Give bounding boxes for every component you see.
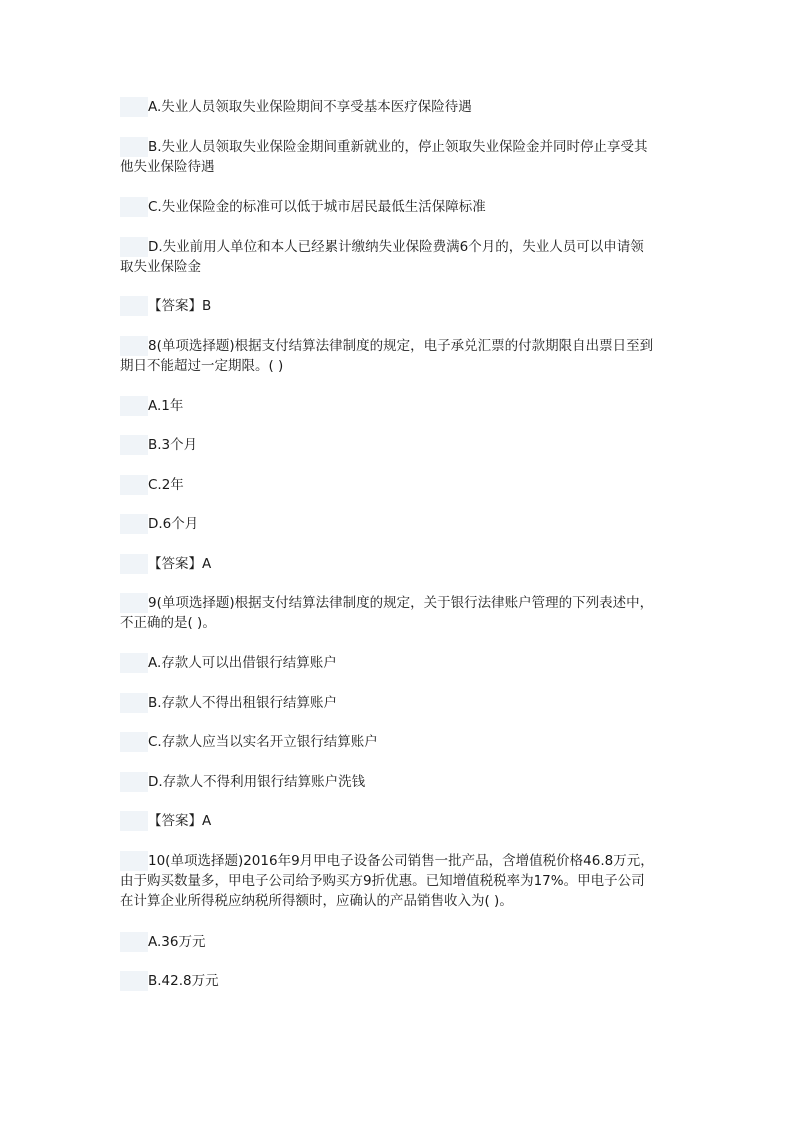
q8-answer [120, 554, 680, 574]
q8-stem-line2: 期日不能超过一定期限。( ) [120, 358, 284, 374]
q10-stem-line1: 10(单项选择题)2016年9月甲电子设备公司销售一批产品，含增值税价格46.8万元， [148, 853, 654, 869]
q10-stem-line3: 在计算企业所得税应纳税所得额时，应确认的产品销售收入为( )。 [120, 893, 513, 909]
indent [120, 137, 148, 157]
q9-option-c-text: C.存款人应当以实名开立银行结算账户 [148, 734, 378, 750]
indent [120, 772, 148, 792]
q7-answer-text: 【答案】B [148, 298, 212, 314]
q9-stem [120, 593, 680, 613]
q7-option-d-text-line1: D.失业前用人单位和本人已经累计缴纳失业保险费满6个月的，失业人员可以申请领 [148, 239, 644, 255]
indent [120, 396, 148, 416]
q8-option-c [120, 475, 680, 495]
indent [120, 435, 148, 455]
q8-option-d-text: D.6个月 [148, 516, 199, 532]
q7-option-a-text: A.失业人员领取失业保险期间不享受基本医疗保险待遇 [148, 99, 472, 115]
indent [120, 197, 148, 217]
q8-answer-text: 【答案】A [148, 556, 212, 572]
indent [120, 296, 148, 316]
indent [120, 554, 148, 574]
q8-option-b [120, 435, 680, 455]
q7-answer [120, 296, 680, 316]
indent [120, 851, 148, 871]
q7-option-b-text-line2: 他失业保险待遇 [120, 159, 215, 175]
q9-stem-line2: 不正确的是( )。 [120, 615, 216, 631]
q8-stem-cont [120, 356, 680, 376]
q10-option-a [120, 932, 680, 952]
indent [120, 732, 148, 752]
q10-stem-line2: 由于购买数量多，甲电子公司给予购买方9折优惠。已知增值税税率为17%。甲电子公司 [120, 873, 645, 889]
q9-option-d [120, 772, 680, 792]
indent [120, 336, 148, 356]
q7-option-d-text-line2: 取失业保险金 [120, 259, 201, 275]
q7-option-d [120, 237, 680, 257]
q9-stem-line1: 9(单项选择题)根据支付结算法律制度的规定，关于银行法律账户管理的下列表述中， [148, 595, 654, 611]
indent [120, 653, 148, 673]
indent [120, 97, 148, 117]
q9-answer [120, 811, 680, 831]
q7-option-b-text-line1: B.失业人员领取失业保险金期间重新就业的，停止领取失业保险金并同时停止享受其 [148, 139, 648, 155]
q9-option-b-text: B.存款人不得出租银行结算账户 [148, 695, 338, 711]
q9-option-c [120, 732, 680, 752]
q9-option-d-text: D.存款人不得利用银行结算账户洗钱 [148, 774, 366, 790]
q8-option-a-text: A.1年 [148, 398, 184, 414]
q8-option-b-text: B.3个月 [148, 437, 198, 453]
q9-answer-text: 【答案】A [148, 813, 212, 829]
q7-option-c [120, 197, 680, 217]
indent [120, 932, 148, 952]
q8-option-a [120, 396, 680, 416]
q8-stem-line1: 8(单项选择题)根据支付结算法律制度的规定，电子承兑汇票的付款期限自出票日至到 [148, 338, 654, 354]
indent [120, 693, 148, 713]
q8-option-c-text: C.2年 [148, 477, 184, 493]
q7-option-b [120, 137, 680, 157]
indent [120, 237, 148, 257]
q9-option-b [120, 693, 680, 713]
q8-stem [120, 336, 680, 356]
indent [120, 811, 148, 831]
q7-option-b-cont [120, 157, 680, 177]
indent [120, 593, 148, 613]
q7-option-d-cont [120, 257, 680, 277]
q7-option-a [120, 97, 680, 117]
q9-option-a-text: A.存款人可以出借银行结算账户 [148, 655, 337, 671]
q10-option-b [120, 971, 680, 991]
q10-option-b-text: B.42.8万元 [148, 973, 219, 989]
indent [120, 971, 148, 991]
indent [120, 475, 148, 495]
q10-option-a-text: A.36万元 [148, 934, 206, 950]
indent [120, 514, 148, 534]
q7-option-c-text: C.失业保险金的标准可以低于城市居民最低生活保障标准 [148, 199, 486, 215]
q10-stem [120, 851, 680, 871]
q10-stem-cont1 [120, 871, 680, 891]
q8-option-d [120, 514, 680, 534]
q10-stem-cont2 [120, 891, 680, 911]
q9-option-a [120, 653, 680, 673]
q9-stem-cont [120, 613, 680, 633]
